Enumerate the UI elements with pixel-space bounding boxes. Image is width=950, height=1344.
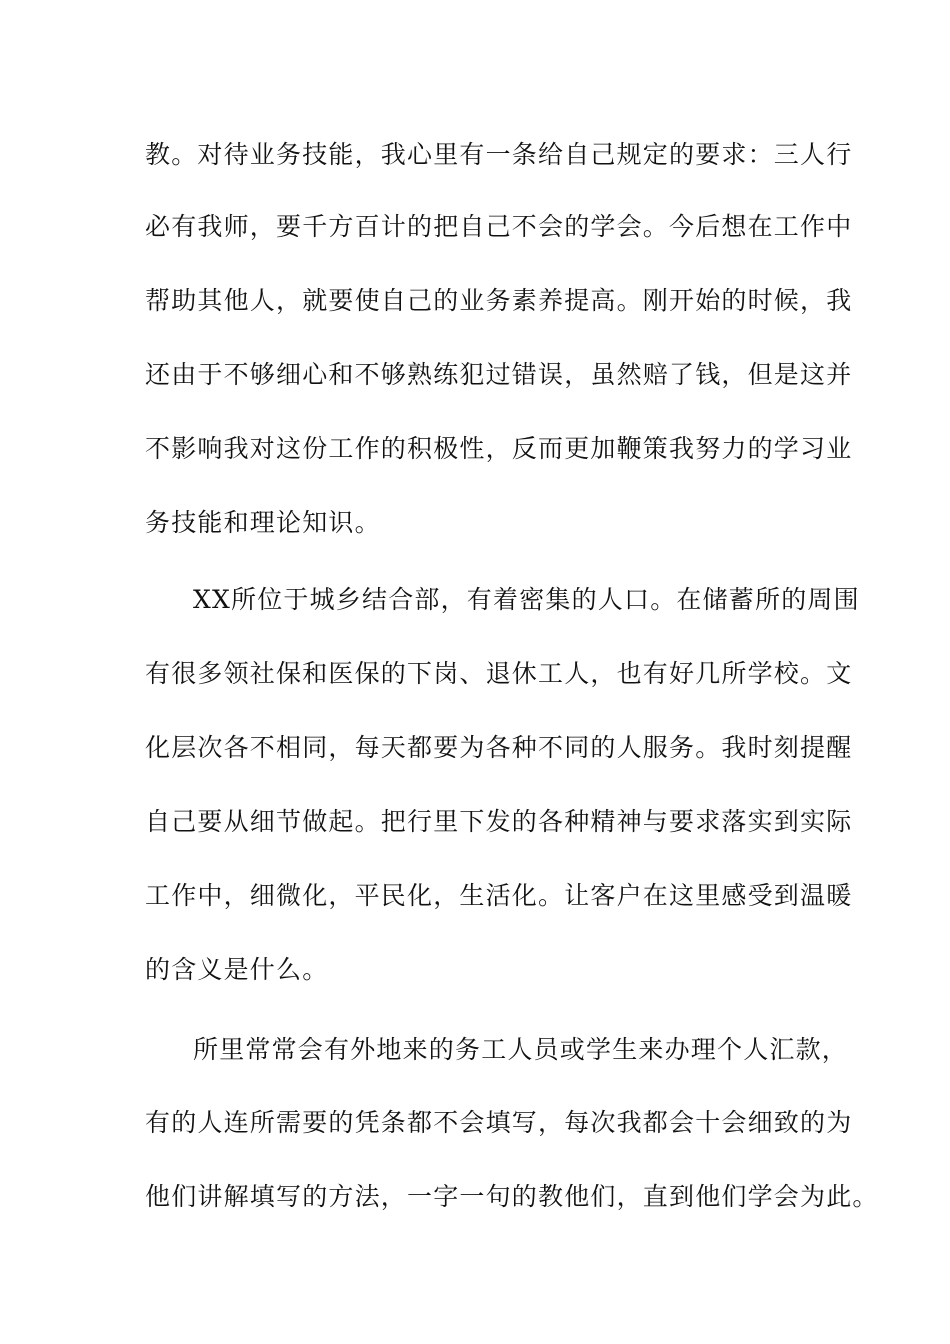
paragraph-first-line: 所里常常会有外地来的务工人员或学生来办理个人汇款， [193, 1035, 849, 1064]
text-line: 有的人连所需要的凭条都不会填写，每次我都会十会细致的为 [145, 1108, 853, 1137]
paragraph-first-line: XX所位于城乡结合部，有着密集的人口。在储蓄所的周围 [193, 585, 860, 614]
text-line: 的含义是什么。 [145, 955, 329, 984]
text-line: 教。对待业务技能，我心里有一条给自己规定的要求：三人行 [145, 140, 853, 169]
text-line: 帮助其他人，就要使自己的业务素养提高。刚开始的时候，我 [145, 286, 853, 315]
text-line: 自己要从细节做起。把行里下发的各种精神与要求落实到实际 [145, 807, 853, 836]
text-line: 有很多领社保和医保的下岗、退休工人，也有好几所学校。文 [145, 659, 853, 688]
text-line: 务技能和理论知识。 [145, 508, 381, 537]
text-line: 还由于不够细心和不够熟练犯过错误，虽然赔了钱，但是这并 [145, 360, 853, 389]
text-line: 他们讲解填写的方法，一字一句的教他们，直到他们学会为此。 [145, 1182, 879, 1211]
text-line: 工作中，细微化，平民化，生活化。让客户在这里感受到温暖 [145, 881, 853, 910]
text-line: 化层次各不相同，每天都要为各种不同的人服务。我时刻提醒 [145, 733, 853, 762]
text-line: 不影响我对这份工作的积极性，反而更加鞭策我努力的学习业 [145, 434, 853, 463]
text-line: 必有我师，要千方百计的把自己不会的学会。今后想在工作中 [145, 212, 853, 241]
